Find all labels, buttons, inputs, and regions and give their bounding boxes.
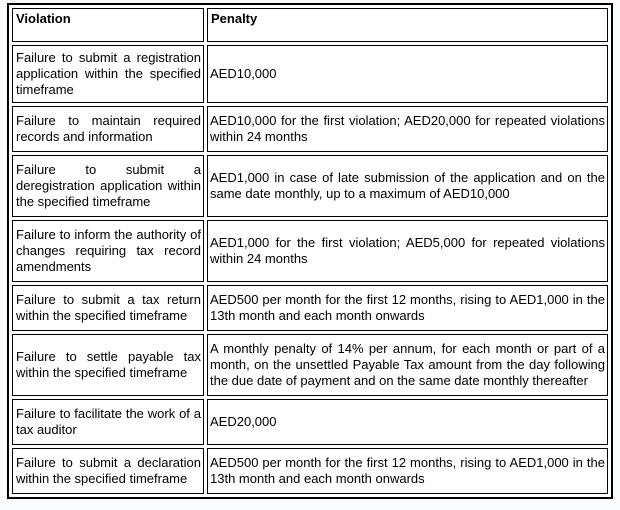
penalty-cell: AED500 per month for the first 12 months, rising to AED1,000 in the 13th month and each month onwards <box>207 448 608 494</box>
table-row <box>12 45 608 103</box>
penalty-cell: AED10,000 <box>207 45 608 103</box>
table-row <box>12 399 608 445</box>
table-row <box>12 334 608 396</box>
table-row <box>12 220 608 282</box>
violation-cell: Failure to submit a registration application within the specified timeframe <box>12 45 204 103</box>
column-header-penalty: Penalty <box>207 8 608 42</box>
table-row <box>12 285 608 331</box>
violation-cell: Failure to facilitate the work of a tax auditor <box>12 399 204 445</box>
penalty-cell: AED1,000 in case of late submission of the application and on the same date monthly, up to a maximum of AED10,000 <box>207 155 608 217</box>
table-row <box>12 106 608 152</box>
penalty-cell: AED10,000 for the first violation; AED20,000 for repeated violations within 24 months <box>207 106 608 152</box>
table-row <box>12 448 608 494</box>
column-header-violation: Violation <box>12 8 204 42</box>
table-row <box>12 155 608 217</box>
penalty-cell: AED1,000 for the first violation; AED5,000 for repeated violations within 24 months <box>207 220 608 282</box>
violation-cell: Failure to submit a declaration within the specified timeframe <box>12 448 204 494</box>
violation-cell: Failure to submit a tax return within the specified timeframe <box>12 285 204 331</box>
penalty-cell: AED20,000 <box>207 399 608 445</box>
penalty-cell: A monthly penalty of 14% per annum, for each month or part of a month, on the unsettled Payable Tax amount from the day following the due date of payment and on the same date monthly thereafter <box>207 334 608 396</box>
violation-cell: Failure to submit a deregistration application within the specified timeframe <box>12 155 204 217</box>
violation-cell: Failure to inform the authority of changes requiring tax record amendments <box>12 220 204 282</box>
violation-cell: Failure to maintain required records and information <box>12 106 204 152</box>
penalty-cell: AED500 per month for the first 12 months, rising to AED1,000 in the 13th month and each month onwards <box>207 285 608 331</box>
penalties-table <box>7 3 613 499</box>
header-row <box>12 8 608 42</box>
violation-cell: Failure to settle payable tax within the specified timeframe <box>12 334 204 396</box>
